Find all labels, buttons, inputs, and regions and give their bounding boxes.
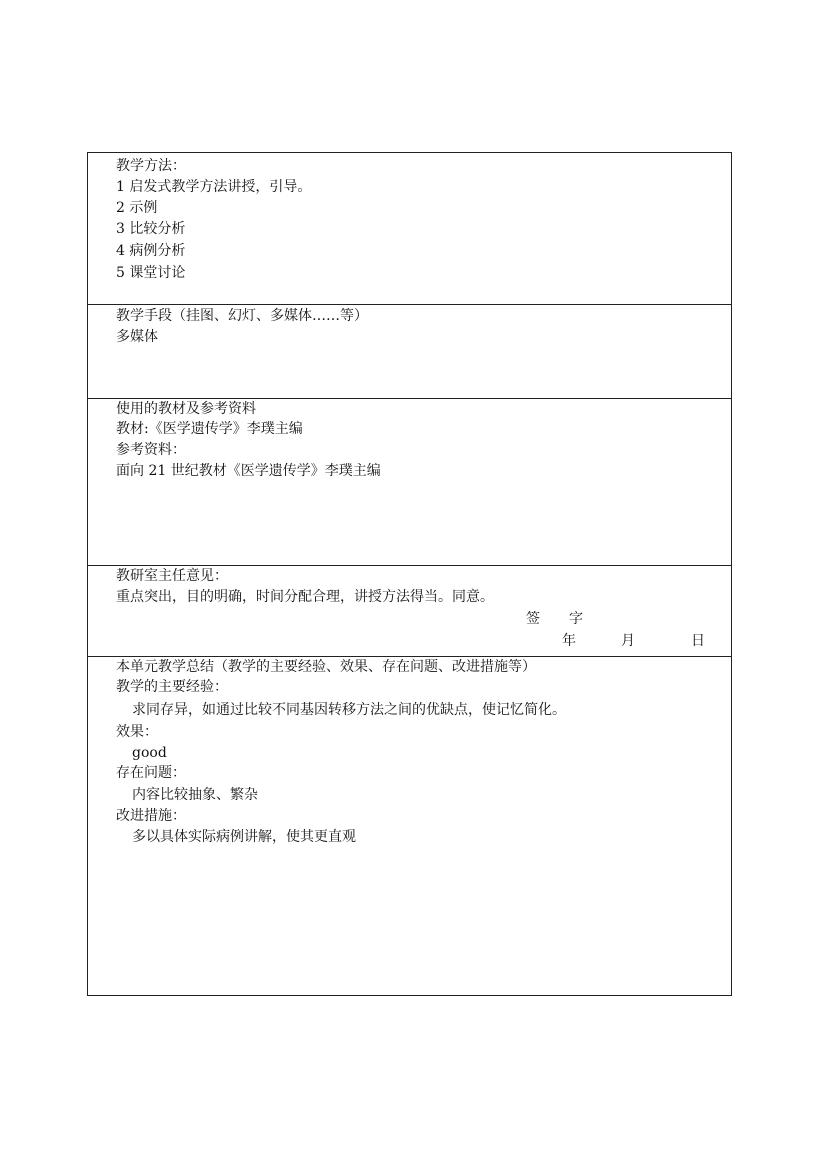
summary-title: 本单元教学总结（教学的主要经验、效果、存在问题、改进措施等） bbox=[116, 659, 536, 675]
effect-text: good bbox=[132, 745, 167, 761]
problems-text: 内容比较抽象、繁杂 bbox=[132, 787, 258, 803]
improve-text: 多以具体实际病例讲解，使其更直观 bbox=[132, 829, 356, 845]
director-opinion-title: 教研室主任意见： bbox=[116, 568, 228, 584]
signature-label-1: 签 bbox=[526, 611, 540, 627]
date-month-label: 月 bbox=[621, 633, 635, 649]
date-year-label: 年 bbox=[562, 633, 576, 649]
reference-label: 参考资料： bbox=[116, 442, 186, 458]
teaching-methods-section bbox=[88, 153, 731, 305]
problems-label: 存在问题： bbox=[116, 765, 186, 781]
effect-label: 效果： bbox=[116, 724, 158, 740]
experience-label: 教学的主要经验： bbox=[116, 679, 228, 695]
teaching-methods-title: 教学方法： bbox=[116, 158, 186, 174]
materials-section bbox=[88, 399, 731, 566]
teaching-record-form bbox=[87, 152, 732, 996]
method-item: 4 病例分析 bbox=[116, 243, 186, 259]
director-opinion-text: 重点突出，目的明确，时间分配合理，讲授方法得当。同意。 bbox=[116, 589, 494, 605]
method-item: 1 启发式教学方法讲授，引导。 bbox=[116, 179, 312, 195]
method-item: 5 课堂讨论 bbox=[116, 265, 186, 281]
director-opinion-section bbox=[88, 566, 731, 657]
signature-label-2: 字 bbox=[569, 611, 583, 627]
method-item: 3 比较分析 bbox=[116, 221, 186, 237]
date-day-label: 日 bbox=[691, 633, 705, 649]
improve-label: 改进措施： bbox=[116, 808, 186, 824]
teaching-means-value: 多媒体 bbox=[116, 329, 158, 345]
materials-title: 使用的教材及参考资料 bbox=[116, 401, 256, 417]
reference-value: 面向 21 世纪教材《医学遗传学》李璞主编 bbox=[116, 463, 381, 479]
textbook-line: 教材:《医学遗传学》李璞主编 bbox=[116, 421, 303, 437]
teaching-summary-section bbox=[88, 657, 731, 995]
teaching-means-section bbox=[88, 305, 731, 399]
teaching-means-title: 教学手段（挂图、幻灯、多媒体……等） bbox=[116, 308, 368, 324]
experience-text: 求同存异，如通过比较不同基因转移方法之间的优缺点，使记忆简化。 bbox=[132, 702, 566, 718]
method-item: 2 示例 bbox=[116, 200, 158, 216]
